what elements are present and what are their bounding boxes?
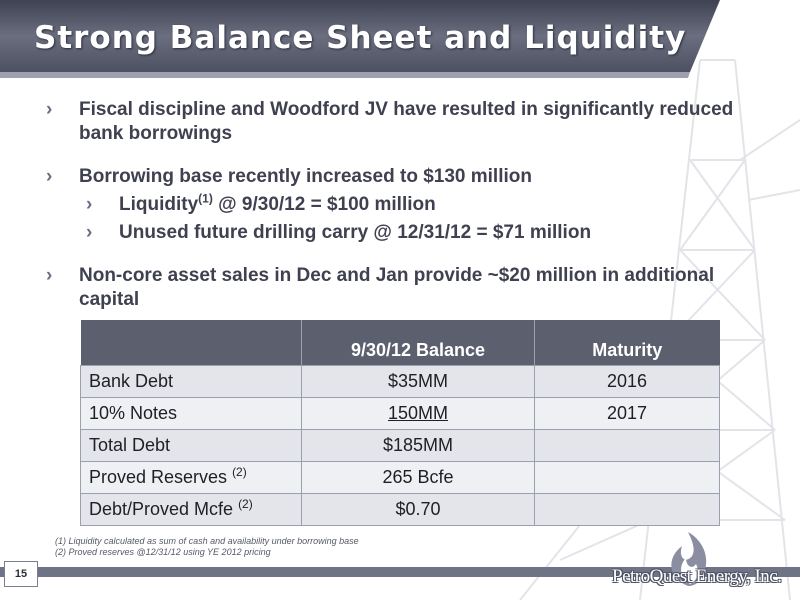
sub-bullet-item — [86, 221, 746, 245]
table-row — [81, 366, 720, 398]
row-label — [81, 430, 302, 462]
bullet-text — [86, 193, 746, 217]
bullet-text: Borrowing base recently increased to $130 million — [79, 166, 532, 187]
bullet-marker: › — [46, 265, 53, 286]
balance-value: 150MM — [387, 403, 449, 423]
balance-cell — [302, 398, 535, 430]
row-label-text: Total Debt — [89, 435, 171, 455]
bullet-item — [46, 165, 746, 189]
balance-cell: $35MM — [302, 366, 535, 398]
footnote: (2) Proved reserves @12/31/12 using YE 2012 pricing — [55, 547, 271, 557]
bullet-marker: › — [46, 166, 53, 187]
bullet-marker: › — [46, 99, 53, 120]
bullet-marker: › — [86, 222, 93, 243]
row-label-text: 10% Notes — [89, 403, 178, 423]
footnote: (1) Liquidity calculated as sum of cash and availability under borrowing base — [55, 536, 359, 546]
column-header — [81, 320, 302, 366]
maturity-cell — [535, 494, 720, 526]
company-logo-text: PetroQuest Energy, Inc. — [612, 566, 782, 587]
balance-cell: $0.70 — [302, 494, 535, 526]
table-header-row — [81, 320, 720, 366]
table-row — [81, 430, 720, 462]
column-header: 9/30/12 Balance — [302, 320, 535, 366]
bullet-marker: › — [86, 194, 93, 215]
bullet-text: Fiscal discipline and Woodford JV have resulted in significantly reduced bank borrowings — [79, 99, 734, 144]
table-row — [81, 398, 720, 430]
maturity-cell: 2017 — [535, 398, 720, 430]
footnotes — [55, 536, 359, 558]
maturity-cell — [535, 462, 720, 494]
liquidity-label: Liquidity — [119, 194, 199, 215]
row-label — [81, 462, 302, 494]
row-label — [81, 398, 302, 430]
maturity-cell — [535, 430, 720, 462]
footnote-ref: (2) — [238, 497, 253, 511]
row-label-text: Debt/Proved Mcfe — [89, 499, 239, 519]
row-label-text: Bank Debt — [89, 371, 174, 391]
footnote-ref: (2) — [232, 465, 247, 479]
liquidity-value: @ 9/30/12 = $100 million — [212, 194, 436, 215]
row-label — [81, 366, 302, 398]
row-label-text: Proved Reserves — [89, 467, 233, 487]
bullet-item — [46, 264, 746, 312]
page-number: 15 — [4, 561, 38, 587]
footnote-ref: (1) — [198, 191, 213, 206]
bullet-item — [46, 98, 746, 146]
balance-table — [80, 320, 720, 526]
bullet-text: Unused future drilling carry @ 12/31/12 = $71 million — [119, 222, 592, 243]
column-header: Maturity — [535, 320, 720, 366]
row-label — [81, 494, 302, 526]
balance-cell: $185MM — [302, 430, 535, 462]
table-row — [81, 494, 720, 526]
bullet-list — [46, 98, 746, 331]
bullet-text: Non-core asset sales in Dec and Jan provide ~$20 million in additional capital — [79, 265, 715, 310]
maturity-cell: 2016 — [535, 366, 720, 398]
page-title: Strong Balance Sheet and Liquidity — [34, 20, 687, 56]
sub-bullet-item — [86, 193, 746, 217]
table-row — [81, 462, 720, 494]
balance-cell: 265 Bcfe — [302, 462, 535, 494]
